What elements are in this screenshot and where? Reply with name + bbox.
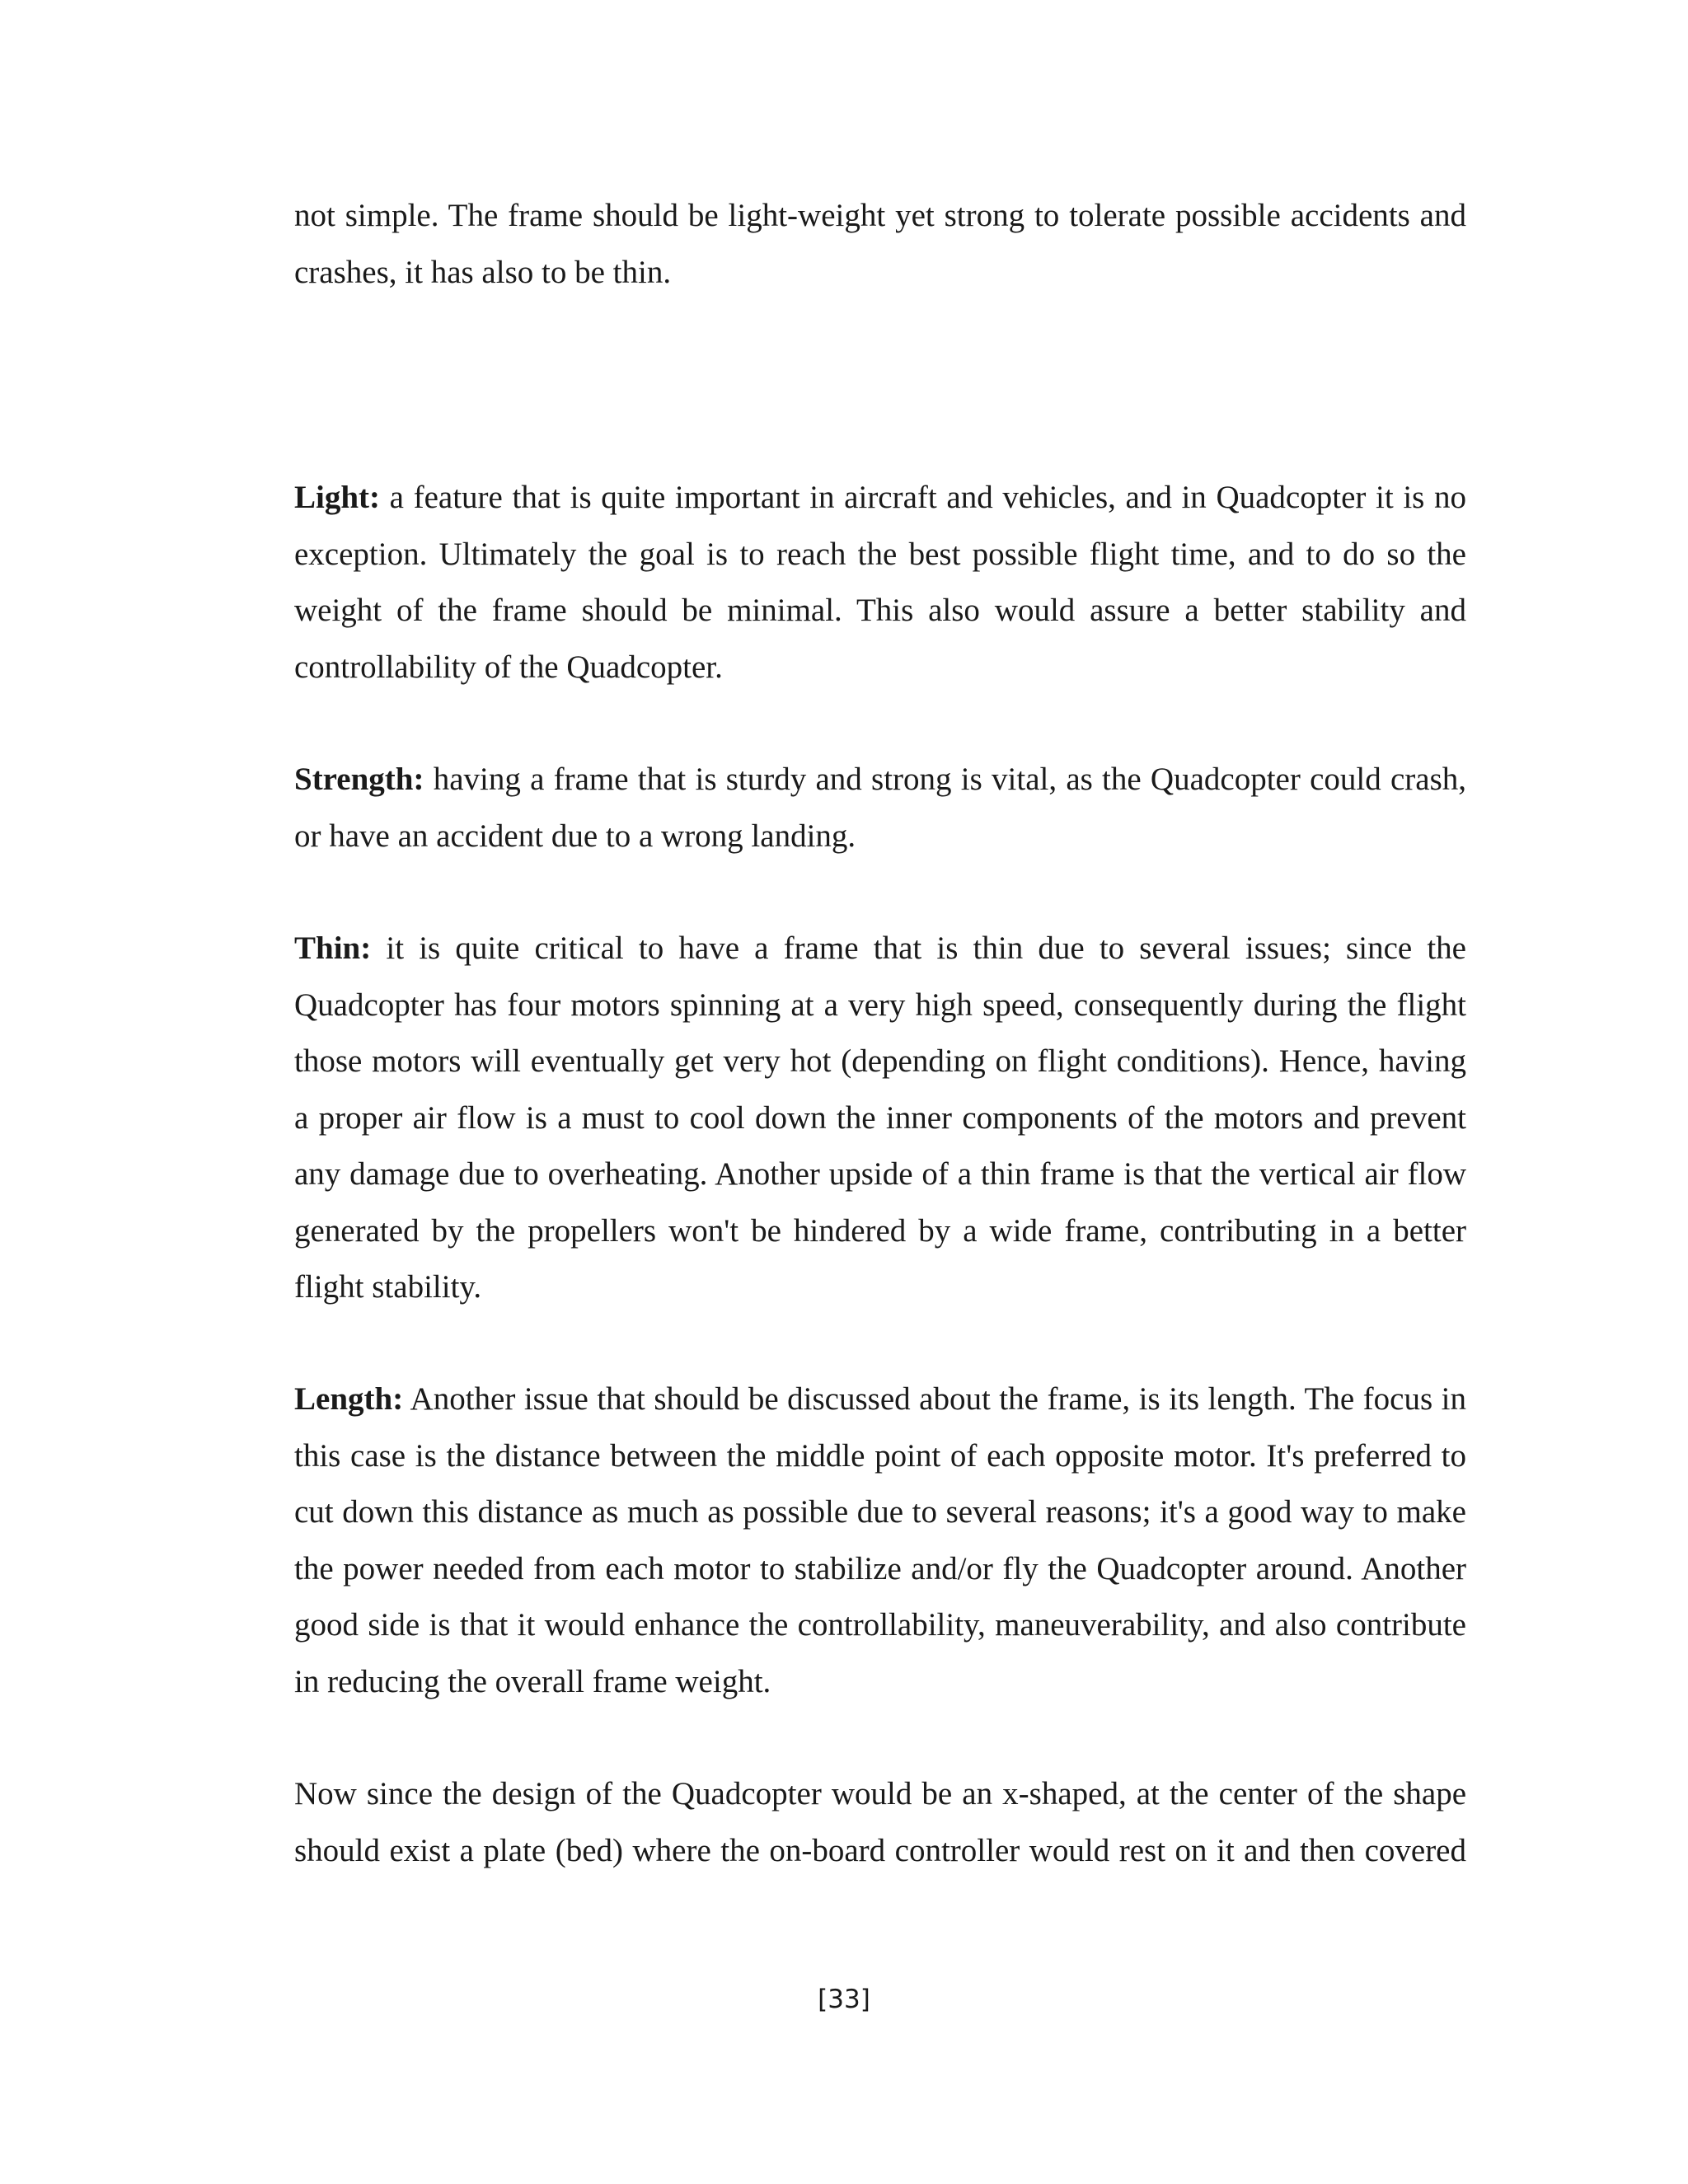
paragraph-strength-text: having a frame that is sturdy and strong is vital, as the Quadcopter could crash, or have an accident due to a wrong landing. [294,762,1466,854]
term-length: Length: [294,1381,404,1417]
paragraph-strength [294,752,1466,865]
term-thin: Thin: [294,930,372,966]
page-number: [33] [818,1985,870,2014]
paragraph-light [294,470,1466,696]
term-strength: Strength: [294,762,424,797]
paragraph-intro [294,188,1466,301]
paragraph-length-text: Another issue that should be discussed about the frame, is its length. The focus in this case is the distance between the middle point of each opposite motor. It's preferred to cut down this distance as much as possible due to several reasons; it's a good way to make the power needed from each motor to stabilize and/or fly the Quadcopter around. Another good side is that it would enhance the controllability, maneuverability, and also contribute in reducing the overall frame weight. [294,1381,1466,1699]
paragraph-thin-text: it is quite critical to have a frame that is thin due to several issues; since the Quadcopter has four motors spinning at a very high speed, consequently during the flight those motors will eventually get very hot (depending on flight conditions). Hence, having a proper air flow is a must to cool down the inner components of the motors and prevent any damage due to overheating. Another upside of a thin frame is that the vertical air flow generated by the propellers won't be hindered by a wide frame, contributing in a better flight stability. [294,930,1466,1305]
term-light: Light: [294,480,381,515]
paragraph-now [294,1766,1466,1879]
paragraph-length [294,1371,1466,1710]
paragraph-now-text: Now since the design of the Quadcopter would be an x-shaped, at the center of the shape should exist a plate (bed) where the on-board controller would rest on it and then covered [294,1776,1466,1868]
paragraph-intro-text: not simple. The frame should be light-weight yet strong to tolerate possible accidents and crashes, it has also to be thin. [294,198,1466,290]
paragraph-light-text: a feature that is quite important in aircraft and vehicles, and in Quadcopter it is no exception. Ultimately the goal is to reach the best possible flight time, and to do so the weight of the frame should be minimal. This also would assure a better stability and controllability of the Quadcopter. [294,480,1466,685]
paragraph-thin [294,921,1466,1316]
